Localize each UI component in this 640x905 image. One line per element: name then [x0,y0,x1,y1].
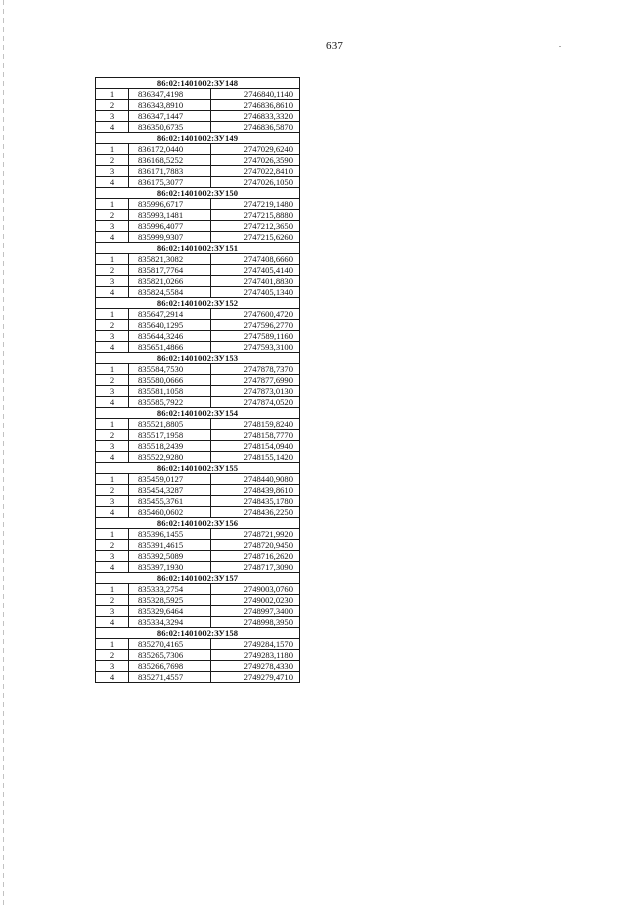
table-row [96,364,300,375]
point-x-coordinate: 835999,9307 [129,232,211,243]
point-y-coordinate: 2747873,0130 [211,386,300,397]
table-row [96,650,300,661]
point-x-coordinate: 835518,2439 [129,441,211,452]
parcel-cadastral-number: 86:02:1401002:ЗУ156 [96,518,300,529]
point-x-coordinate: 835521,8805 [129,419,211,430]
point-x-coordinate: 835328,5925 [129,595,211,606]
point-number: 2 [96,210,129,221]
point-number: 1 [96,199,129,210]
point-number: 3 [96,276,129,287]
table-row [96,397,300,408]
point-number: 4 [96,672,129,683]
point-x-coordinate: 835993,1481 [129,210,211,221]
point-x-coordinate: 835271,4557 [129,672,211,683]
point-y-coordinate: 2747212,3650 [211,221,300,232]
table-row [96,672,300,683]
table-row [96,221,300,232]
point-y-coordinate: 2746836,8610 [211,100,300,111]
point-x-coordinate: 836172,0440 [129,144,211,155]
point-y-coordinate: 2748435,1780 [211,496,300,507]
point-number: 2 [96,650,129,661]
point-x-coordinate: 835392,5089 [129,551,211,562]
point-y-coordinate: 2749278,4330 [211,661,300,672]
point-y-coordinate: 2747215,8880 [211,210,300,221]
point-x-coordinate: 835581,1058 [129,386,211,397]
table-row [96,661,300,672]
point-x-coordinate: 835459,0127 [129,474,211,485]
point-y-coordinate: 2749283,1180 [211,650,300,661]
point-x-coordinate: 835644,3246 [129,331,211,342]
point-x-coordinate: 835391,4615 [129,540,211,551]
parcel-cadastral-number: 86:02:1401002:ЗУ154 [96,408,300,419]
point-x-coordinate: 835651,4866 [129,342,211,353]
parcel-cadastral-number: 86:02:1401002:ЗУ150 [96,188,300,199]
point-x-coordinate: 835265,7306 [129,650,211,661]
point-y-coordinate: 2749279,4710 [211,672,300,683]
point-number: 4 [96,287,129,298]
table-row [96,496,300,507]
point-number: 4 [96,232,129,243]
table-row [96,155,300,166]
table-row [96,320,300,331]
point-y-coordinate: 2747405,1340 [211,287,300,298]
point-number: 1 [96,529,129,540]
point-y-coordinate: 2749284,1570 [211,639,300,650]
point-y-coordinate: 2748154,0940 [211,441,300,452]
table-row [96,507,300,518]
table-row [96,441,300,452]
point-y-coordinate: 2747405,4140 [211,265,300,276]
point-number: 2 [96,265,129,276]
point-y-coordinate: 2747215,6260 [211,232,300,243]
point-y-coordinate: 2748721,9920 [211,529,300,540]
point-x-coordinate: 835333,2754 [129,584,211,595]
point-y-coordinate: 2748440,9080 [211,474,300,485]
point-y-coordinate: 2748436,2250 [211,507,300,518]
scan-left-edge [3,0,4,905]
point-number: 2 [96,155,129,166]
parcel-header-row [96,353,300,364]
point-y-coordinate: 2749003,0760 [211,584,300,595]
point-y-coordinate: 2748716,2620 [211,551,300,562]
parcel-header-row [96,78,300,89]
point-number: 3 [96,551,129,562]
table-row [96,452,300,463]
table-row [96,210,300,221]
point-x-coordinate: 835522,9280 [129,452,211,463]
parcel-header-row [96,463,300,474]
point-x-coordinate: 835996,6717 [129,199,211,210]
point-y-coordinate: 2747022,8410 [211,166,300,177]
point-x-coordinate: 835460,0602 [129,507,211,518]
point-x-coordinate: 835329,6464 [129,606,211,617]
point-number: 1 [96,474,129,485]
table-row [96,617,300,628]
table-row [96,375,300,386]
table-row [96,430,300,441]
table-row [96,287,300,298]
parcel-cadastral-number: 86:02:1401002:ЗУ149 [96,133,300,144]
point-y-coordinate: 2747874,0520 [211,397,300,408]
coordinates-table [95,77,300,683]
point-number: 1 [96,254,129,265]
point-number: 3 [96,166,129,177]
point-number: 2 [96,485,129,496]
point-x-coordinate: 835580,0666 [129,375,211,386]
table-row [96,551,300,562]
point-y-coordinate: 2747026,1050 [211,177,300,188]
point-y-coordinate: 2746833,3320 [211,111,300,122]
point-number: 4 [96,452,129,463]
point-number: 4 [96,177,129,188]
table-row [96,485,300,496]
point-x-coordinate: 835585,7922 [129,397,211,408]
table-row [96,562,300,573]
point-x-coordinate: 835821,0266 [129,276,211,287]
point-x-coordinate: 835396,1455 [129,529,211,540]
point-x-coordinate: 835817,7764 [129,265,211,276]
table-row [96,254,300,265]
parcel-cadastral-number: 86:02:1401002:ЗУ148 [96,78,300,89]
table-row [96,386,300,397]
point-x-coordinate: 836171,7883 [129,166,211,177]
table-row [96,177,300,188]
point-y-coordinate: 2748997,3400 [211,606,300,617]
point-number: 1 [96,639,129,650]
point-x-coordinate: 835397,1930 [129,562,211,573]
point-x-coordinate: 836343,8910 [129,100,211,111]
parcel-header-row [96,573,300,584]
point-x-coordinate: 836175,3077 [129,177,211,188]
table-row [96,144,300,155]
coordinates-table-body [96,78,300,683]
point-y-coordinate: 2747219,1480 [211,199,300,210]
table-row [96,89,300,100]
point-number: 3 [96,331,129,342]
table-row [96,529,300,540]
parcel-cadastral-number: 86:02:1401002:ЗУ155 [96,463,300,474]
point-x-coordinate: 835996,4077 [129,221,211,232]
point-y-coordinate: 2747408,6660 [211,254,300,265]
table-row [96,122,300,133]
parcel-header-row [96,298,300,309]
point-number: 3 [96,661,129,672]
point-y-coordinate: 2747026,3590 [211,155,300,166]
point-number: 3 [96,441,129,452]
parcel-cadastral-number: 86:02:1401002:ЗУ151 [96,243,300,254]
point-x-coordinate: 835647,2914 [129,309,211,320]
point-y-coordinate: 2747596,2770 [211,320,300,331]
point-x-coordinate: 835824,5584 [129,287,211,298]
parcel-cadastral-number: 86:02:1401002:ЗУ153 [96,353,300,364]
point-number: 2 [96,320,129,331]
point-x-coordinate: 836347,4198 [129,89,211,100]
point-y-coordinate: 2748720,9450 [211,540,300,551]
table-row [96,111,300,122]
point-number: 3 [96,221,129,232]
point-x-coordinate: 835454,3287 [129,485,211,496]
table-row [96,232,300,243]
point-number: 1 [96,309,129,320]
table-row [96,265,300,276]
point-x-coordinate: 835517,1958 [129,430,211,441]
point-x-coordinate: 835334,3294 [129,617,211,628]
table-row [96,100,300,111]
scan-speck [559,46,561,47]
point-y-coordinate: 2746840,1140 [211,89,300,100]
table-row [96,540,300,551]
point-y-coordinate: 2747029,6240 [211,144,300,155]
point-number: 4 [96,507,129,518]
point-x-coordinate: 835821,3082 [129,254,211,265]
table-row [96,199,300,210]
table-row [96,309,300,320]
point-y-coordinate: 2748439,8610 [211,485,300,496]
point-number: 2 [96,540,129,551]
parcel-header-row [96,243,300,254]
point-x-coordinate: 836350,6735 [129,122,211,133]
point-y-coordinate: 2747878,7370 [211,364,300,375]
point-y-coordinate: 2747593,3100 [211,342,300,353]
point-x-coordinate: 836347,1447 [129,111,211,122]
point-number: 4 [96,562,129,573]
point-y-coordinate: 2748717,3090 [211,562,300,573]
point-number: 2 [96,100,129,111]
table-row [96,639,300,650]
parcel-cadastral-number: 86:02:1401002:ЗУ158 [96,628,300,639]
point-number: 4 [96,617,129,628]
point-number: 1 [96,364,129,375]
table-row [96,166,300,177]
point-number: 1 [96,144,129,155]
point-y-coordinate: 2748158,7770 [211,430,300,441]
point-number: 4 [96,397,129,408]
point-number: 1 [96,419,129,430]
point-number: 2 [96,430,129,441]
point-number: 4 [96,342,129,353]
parcel-header-row [96,133,300,144]
point-x-coordinate: 835270,4165 [129,639,211,650]
table-row [96,342,300,353]
point-number: 1 [96,89,129,100]
table-row [96,606,300,617]
parcel-header-row [96,408,300,419]
parcel-header-row [96,628,300,639]
point-number: 3 [96,606,129,617]
point-x-coordinate: 836168,5252 [129,155,211,166]
parcel-cadastral-number: 86:02:1401002:ЗУ157 [96,573,300,584]
point-y-coordinate: 2748155,1420 [211,452,300,463]
parcel-cadastral-number: 86:02:1401002:ЗУ152 [96,298,300,309]
point-number: 3 [96,111,129,122]
point-number: 2 [96,595,129,606]
table-row [96,595,300,606]
table-row [96,584,300,595]
point-x-coordinate: 835584,7530 [129,364,211,375]
table-row [96,419,300,430]
point-y-coordinate: 2746836,5870 [211,122,300,133]
parcel-header-row [96,188,300,199]
table-row [96,276,300,287]
point-x-coordinate: 835266,7698 [129,661,211,672]
table-row [96,331,300,342]
point-y-coordinate: 2747401,8830 [211,276,300,287]
point-number: 1 [96,584,129,595]
page-number: 637 [326,40,344,52]
point-number: 4 [96,122,129,133]
point-y-coordinate: 2747600,4720 [211,309,300,320]
point-number: 2 [96,375,129,386]
point-y-coordinate: 2749002,0230 [211,595,300,606]
table-row [96,474,300,485]
point-y-coordinate: 2748159,8240 [211,419,300,430]
point-y-coordinate: 2748998,3950 [211,617,300,628]
point-number: 3 [96,386,129,397]
point-y-coordinate: 2747589,1160 [211,331,300,342]
parcel-header-row [96,518,300,529]
point-x-coordinate: 835455,3761 [129,496,211,507]
point-x-coordinate: 835640,1295 [129,320,211,331]
point-number: 3 [96,496,129,507]
point-y-coordinate: 2747877,6990 [211,375,300,386]
